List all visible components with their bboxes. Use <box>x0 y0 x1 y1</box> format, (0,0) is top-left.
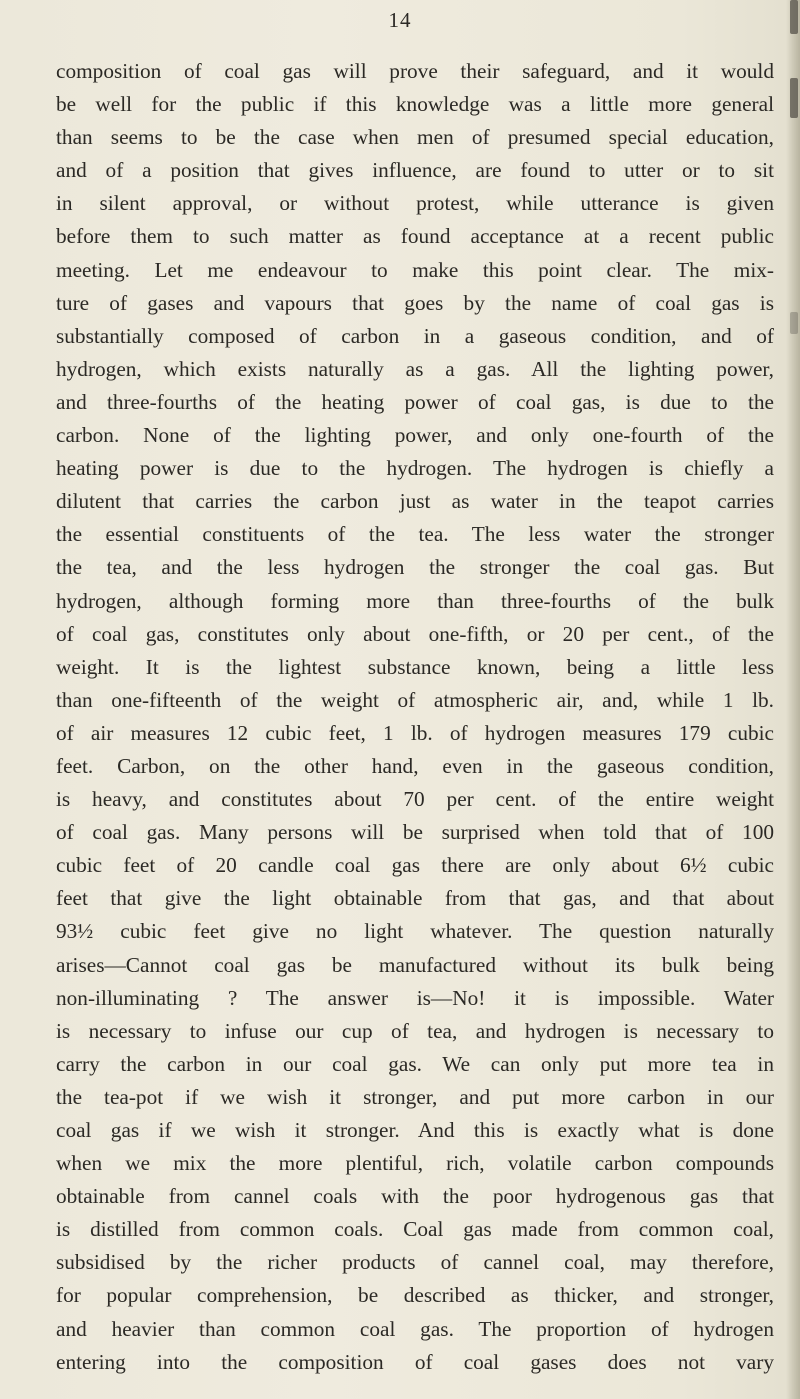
text-line: 93½ cubic feet give no light whatever. The question naturally <box>56 919 774 944</box>
text-line: be well for the public if this knowledge was a little more general <box>56 92 774 117</box>
text-line: substantially composed of carbon in a gaseous condition, and of <box>56 323 774 348</box>
text-line: and heavier than common coal gas. The proportion of hydrogen <box>56 1316 774 1341</box>
text-line: feet that give the light obtainable from that gas, and that about <box>56 886 774 911</box>
text-line: obtainable from cannel coals with the poor hydrogenous gas that <box>56 1184 774 1209</box>
text-line: heating power is due to the hydrogen. The hydrogen is chiefly a <box>56 456 774 481</box>
text-line: entering into the composition of coal gases does not vary <box>56 1349 774 1374</box>
text-line: meeting. Let me endeavour to make this point clear. The mix- <box>56 257 774 282</box>
text-line: than one-fifteenth of the weight of atmospheric air, and, while 1 lb. <box>56 687 774 712</box>
text-line: of air measures 12 cubic feet, 1 lb. of hydrogen measures 179 cubic <box>56 720 774 745</box>
text-line: coal gas if we wish it stronger. And this is exactly what is done <box>56 1118 774 1142</box>
text-line: for popular comprehension, be described as thicker, and stronger, <box>56 1283 774 1308</box>
text-line: carry the carbon in our coal gas. We can only put more tea in <box>56 1051 774 1076</box>
text-line: weight. It is the lightest substance known, being a little less <box>56 654 774 679</box>
text-line: when we mix the more plentiful, rich, volatile carbon compounds <box>56 1151 774 1176</box>
text-line: of coal gas, constitutes only about one-fifth, or 20 per cent., of the <box>56 621 774 646</box>
text-line: ture of gases and vapours that goes by the name of coal gas is <box>56 290 774 315</box>
text-line: before them to such matter as found acceptance at a recent public <box>56 224 774 249</box>
page-edge-shadow <box>786 0 800 1399</box>
body-text <box>56 55 774 1379</box>
text-line: and three-fourths of the heating power of coal gas, is due to the <box>56 389 774 414</box>
text-line: the tea-pot if we wish it stronger, and put more carbon in our <box>56 1084 774 1109</box>
text-line: non-illuminating ? The answer is—No! it is impossible. Water <box>56 985 774 1010</box>
text-line: composition of coal gas will prove their safeguard, and it would <box>56 59 774 83</box>
text-line: the essential constituents of the tea. The less water the stronger <box>56 522 774 547</box>
text-line: subsidised by the richer products of cannel coal, may therefore, <box>56 1250 774 1275</box>
text-line: cubic feet of 20 candle coal gas there are only about 6½ cubic <box>56 853 774 878</box>
text-line: than seems to be the case when men of presumed special education, <box>56 125 774 150</box>
text-line: hydrogen, although forming more than three-fourths of the bulk <box>56 588 774 613</box>
text-line: is necessary to infuse our cup of tea, and hydrogen is necessary to <box>56 1018 774 1043</box>
text-line: is distilled from common coals. Coal gas made from common coal, <box>56 1217 774 1242</box>
text-line: feet. Carbon, on the other hand, even in the gaseous condition, <box>56 753 774 778</box>
text-line: the tea, and the less hydrogen the stronger the coal gas. But <box>56 555 774 580</box>
text-line: hydrogen, which exists naturally as a gas. All the lighting power, <box>56 356 774 381</box>
page-edge-mark <box>790 78 798 118</box>
text-line: in silent approval, or without protest, while utterance is given <box>56 191 774 216</box>
text-line: of coal gas. Many persons will be surprised when told that of 100 <box>56 820 774 845</box>
text-line: and of a position that gives influence, are found to utter or to sit <box>56 158 774 183</box>
page-number: 14 <box>388 8 412 32</box>
text-line: carbon. None of the lighting power, and only one-fourth of the <box>56 423 774 448</box>
text-line: dilutent that carries the carbon just as water in the teapot carries <box>56 489 774 514</box>
text-line: arises—Cannot coal gas be manufactured without its bulk being <box>56 952 774 977</box>
page-edge-mark <box>790 312 798 334</box>
text-line: is heavy, and constitutes about 70 per cent. of the entire weight <box>56 787 774 812</box>
